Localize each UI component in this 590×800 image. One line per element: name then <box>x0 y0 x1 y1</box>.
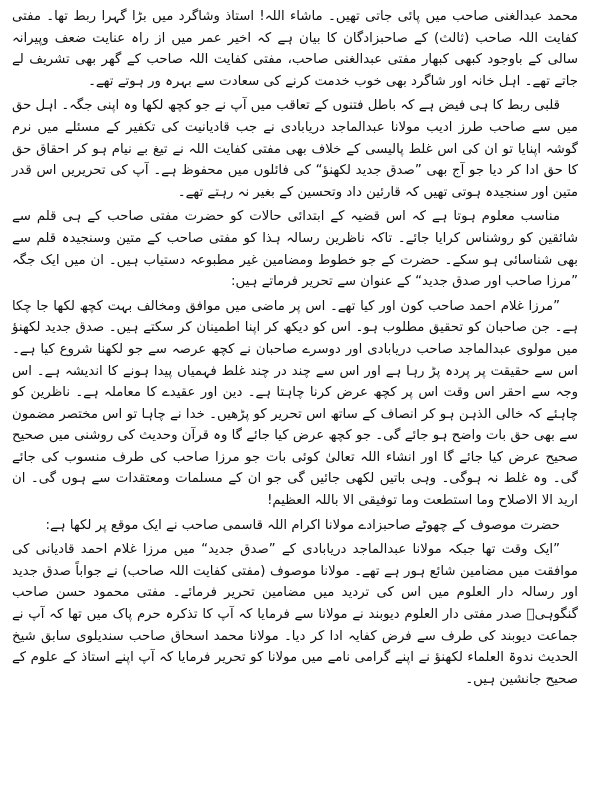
quote-paragraph-2: ”ایک وقت تھا جبکہ مولانا عبدالماجد دریابادی کے ”صدق جدید“ میں مرزا غلام احمد قادیانی کی موافقت میں مضامین شائع ہور ہے تھے۔ مولانا موصوف (مفتی کفایت اللہ صاحب) نے جواباً صدق جدید اور رسالہ دار العلوم میں اس کی تردید میں مضامین تحریر فرمائے۔ مفتی محمود حسن صاحب گنگوہیؒ صدر مفتی دار العلوم دیوبند نے مولانا سے فرمایا کہ آپ کا تذکرہ حرم پاک میں تھا کہ آپ نے جماعت دیوبند کی طرف سے فرض کفایہ ادا کر دیا۔ مولانا محمد اسحاق صاحب سندیلوی سابق شیخ الحدیث ندوۃ العلماء لکھنؤ نے اپنے گرامی نامے میں مولانا کو تحریر فرمایا کہ آپ اپنے استاذ کے علوم کے صحیح جانشین ہیں۔ <box>12 542 578 687</box>
paragraph-3: مناسب معلوم ہوتا ہے کہ اس قضیہ کے ابتدائی حالات کو حضرت مفتی صاحب کے ہی قلم سے شائقین کو روشناس کرایا جائے۔ تاکہ ناظرین رسالہ ہذا کو مفتی صاحب کے متین وسنجیدہ قلم سے بھی شناسائی ہو سکے۔ حضرت کے جو خطوط ومضامین غیر مطبوعہ دستیاب ہیں۔ ان میں ایک جگہ ”مرزا صاحب اور صدق جدید“ کے عنوان سے تحریر فرماتے ہیں: <box>12 209 578 290</box>
paragraph-1: محمد عبدالغنی صاحب میں پائی جاتی تھیں۔ ماشاء اللہ! استاذ وشاگرد میں بڑا گہرا ربط تھا۔ مفتی کفایت اللہ صاحب (ثالث) کے صاحبزادگان کا بیان ہے کہ اخیر عمر میں از راہ عنایت ضعف وپیرانہ سالی کے باوجود کبھی کبھار مفتی عبدالغنی صاحب، مفتی کفایت اللہ صاحب کے گھر بھی تشریف لے جاتے تھے۔ اہل خانہ اور شاگرد بھی خوب خدمت کرنے کی سعادت سے بہرہ ور ہوتے تھے۔ <box>12 9 578 89</box>
paragraph-2: قلبی ربط کا ہی فیض ہے کہ باطل فتنوں کے تعاقب میں آپ نے جو کچھ لکھا وہ اپنی جگہ۔ اہل حق میں سے صاحب طرز ادیب مولانا عبدالماجد دریابادی نے جب قادیانیت کی تکفیر کے مسئلے میں نرم گوشہ اپنایا تو ان کی اس غلط پالیسی کے خلاف بھی مفتی کفایت اللہ نے تیغ بے نیام ہو کر احقاق حق کا حق ادا کر دیا جو آج بھی ”صدق جدید لکھنؤ“ کی فائلوں میں محفوظ ہے۔ آپ کی تحریریں اس قدر متین اور سنجیدہ ہوتی تھیں کہ قارئین داد وتحسین کے بغیر نہ رہتے تھے۔ <box>12 98 578 200</box>
quote-paragraph: ”مرزا غلام احمد صاحب کون اور کیا تھے۔ اس پر ماضی میں موافق ومخالف بہت کچھ لکھا جا چکا ہے۔ جن صاحبان کو تحقیق مطلوب ہو۔ اس کو دیکھ کر اپنا اطمینان کر سکتے ہیں۔ صدق جدید لکھنؤ میں مولوی عبدالماجد صاحب دریابادی اور دوسرے صاحبان نے کچھ عرصہ سے جو لکھنا شروع کیا ہے۔ اس سے حقیقت پر پردہ پڑ رہا ہے اور اس سے چند در چند غلط فہمیاں پیدا ہونے کا اندیشہ ہے۔ اس وجہ سے احقر اس وقت اس پر کچھ عرض کرنا چاہتا ہے۔ دین اور عقیدے کا معاملہ ہے۔ ناظرین کو چاہئے کہ خالی الذہن ہو کر انصاف کے ساتھ اس تحریر کو پڑھیں۔ خدا نے چاہا تو اس مختصر مضمون سے بھی حق بات واضح ہو جائے گی۔ جو کچھ عرض کیا جائے گا وہ قرآن وحدیث کی روشنی میں صحیح صحیح عرض کیا جائے گا اور انشاء اللہ تعالیٰ کوئی بات جو مرزا صاحب کی طرف منسوب کی جائے گی۔ وہ غلط نہ ہوگی۔ وہی باتیں لکھی جائیں گی جو ان کے مسلمات ومعتقدات سے ہوں گی۔ ان ارید الا الاصلاح وما استطعت وما توفیقی الا باللہ العظیم! <box>12 298 578 509</box>
paragraph-5: حضرت موصوف کے چھوٹے صاحبزادے مولانا اکرام اللہ قاسمی صاحب نے ایک موقع پر لکھا ہے: <box>45 517 560 533</box>
